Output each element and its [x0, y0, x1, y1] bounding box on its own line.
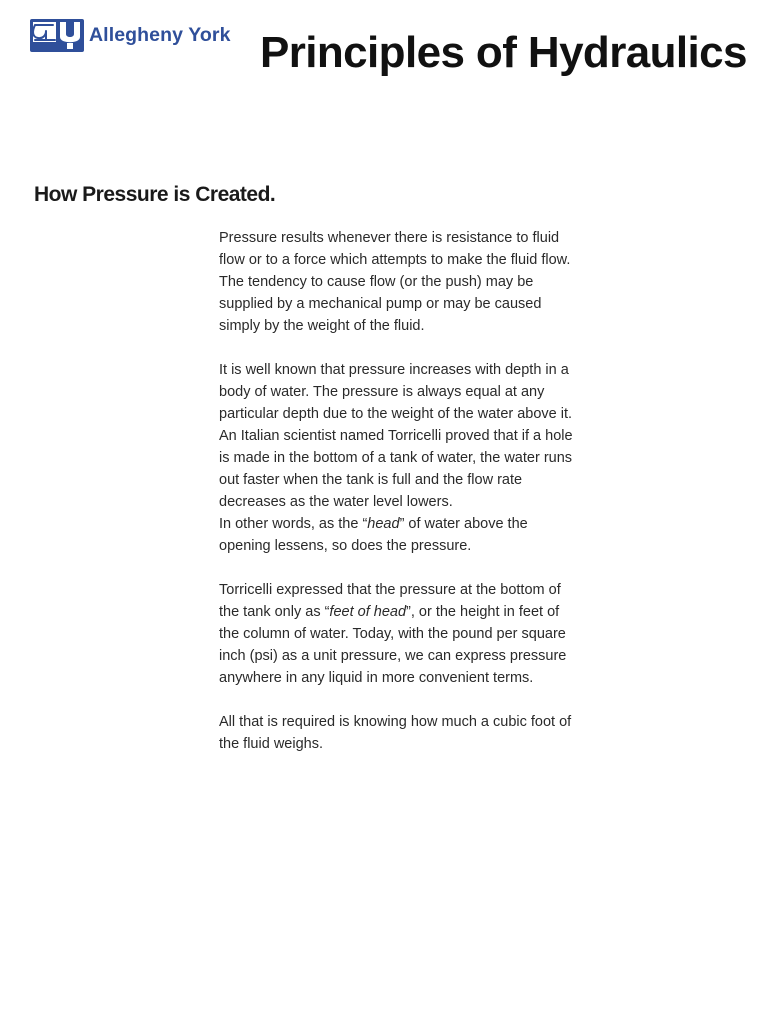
logo-wordmark: Allegheny York — [89, 24, 231, 46]
paragraph: All that is required is knowing how much a cubic foot of the fluid weighs. — [219, 714, 572, 752]
company-logo — [30, 19, 231, 52]
document-title: Principles of Hydraulics — [260, 28, 747, 77]
body-text — [219, 227, 579, 777]
emphasized-term: feet of head — [329, 604, 407, 620]
section-heading: How Pressure is Created. — [34, 183, 276, 206]
text-run: Torricelli expressed that the pressure at the bottom of the tank only as “ — [219, 582, 561, 620]
allegheny-york-logo-icon — [30, 19, 84, 52]
paragraph — [219, 579, 579, 689]
text-run: ”, or the height in feet of the column of water. Today, with the pound per square inch (psi) as a unit pressure, we can express pressure anywhere in any liquid in more convenient terms. — [219, 604, 567, 686]
paragraph: Pressure results whenever there is resistance to fluid flow or to a force which attempts to make the fluid flow. The tendency to cause flow (or the push) may be supplied by a mechanical pump or may be caused simply by the weight of the fluid. — [219, 230, 571, 334]
text-run: In other words, as the “ — [219, 516, 368, 532]
text-run: ” of water above the opening lessens, so does the pressure. — [219, 516, 528, 554]
paragraph: It is well known that pressure increases with depth in a body of water. The pressure is always equal at any particular depth due to the weight of the water above it. An Italian scientist named Torricelli proved that if a hole is made in the bottom of a tank of water, the water runs out faster when the tank is full and the flow rate decreases as the water level lowers. — [219, 362, 573, 510]
paragraph — [219, 513, 579, 557]
emphasized-term: head — [367, 516, 400, 532]
